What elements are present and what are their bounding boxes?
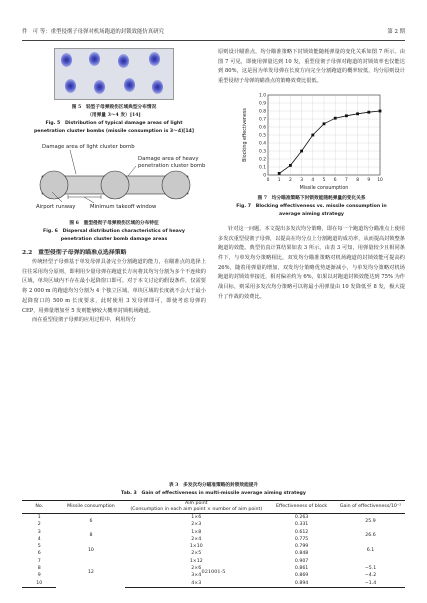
col-header-missile: Missile consumption: [56, 501, 125, 514]
aim-header-line1: Aim point: [184, 501, 208, 506]
cell-aim: 2×3: [191, 522, 202, 528]
cell-gain: −5.1: [364, 566, 377, 572]
x-tick-label: 5: [322, 177, 326, 183]
data-point: [323, 122, 326, 125]
y-tick-label: 0.9: [259, 101, 266, 107]
data-point: [300, 149, 303, 152]
cell-aim: 1×10: [189, 544, 203, 550]
x-tick-label: 9: [367, 177, 371, 183]
y-tick-label: 0.7: [259, 117, 266, 123]
cell-no: 4: [37, 536, 41, 542]
cell-missile: 8: [89, 533, 93, 539]
cell-aim: 2×6: [191, 566, 202, 572]
damage-blob: [94, 80, 105, 94]
cell-gain: 26.6: [365, 533, 376, 539]
series-line: [279, 111, 380, 173]
x-tick-label: 7: [345, 177, 348, 183]
paragraph: 原则设计瞄准点，均分瞄准策略下封锁效能随耗弹量的变化关系如图 7 所示。由图 7 可见，即使用弹量达到 10 发，重型侵彻子母弹对跑道的封锁效率也仅能达到 80%，这是因为单发母弹在长度方向完全分割跑道的概率较低，均分原则设计重型侵彻子母弹的瞄准点的策略效费比很低。: [218, 49, 405, 85]
cell-missile: 6: [89, 518, 93, 524]
left-column: [22, 48, 206, 326]
damage-blob: [89, 52, 100, 66]
left-body-text: [22, 258, 206, 326]
y-tick-label: 0.4: [259, 141, 266, 147]
cell-no: 6: [37, 551, 41, 557]
fig6-diagram: [22, 140, 206, 220]
cell-gain: [336, 558, 405, 565]
cell-eff: 0.612: [294, 529, 309, 535]
cell-no: 5: [37, 544, 41, 550]
fig5-caption-en-2: penetration cluster bombs (missile consumption is 3～4)[14]: [33, 129, 195, 134]
fig5-caption-zh-2: （用弹量 3～4 发）[14]: [87, 113, 141, 118]
fig7-chart: [236, 91, 405, 195]
heavy-damage-circle: [101, 171, 129, 199]
cell-no: 1: [37, 515, 41, 520]
label-runway: Airport runway: [36, 204, 76, 210]
label-heavy-damage-2: penetration cluster bomb: [138, 163, 206, 169]
cell-gain: 25.9: [365, 518, 376, 524]
table3-body: [22, 514, 405, 588]
cell-eff: 0.848: [294, 551, 309, 557]
right-body-text-bottom: [218, 225, 405, 303]
x-tick-label: 8: [356, 177, 359, 183]
cell-eff: 0.775: [294, 536, 309, 542]
cell-missile: 10: [87, 547, 94, 553]
cell-no: 8: [37, 566, 41, 572]
paragraph: 传统轻型子母弹基于单发母弹具备完全分割跑道的能力，在瞄准点的选择上往往采用均分原则，即利用少量母弹在跑道长方向将其均匀分割为多个不连续的区域，单块区域内不存在最小起降窗口即可。对于本文讨论的假设条件，仅需要将 2 000 m 的跑道均匀分割为 4 个独立区域，单块区域的长度就不会大于最小起降窗口的 500 m 长度要求，此时使用 3 发母弹即可，即使考虑母弹的 CEP，用弹量增加至 5 发则能够较大概率封锁机场跑道。: [22, 259, 206, 314]
fig6-caption-zh: 图 6 重型侵彻子母弹毁伤区域的分布特征: [69, 221, 159, 226]
y-tick-label: 0.1: [259, 165, 266, 171]
table-row: [22, 543, 405, 550]
cell-missile: 12: [87, 569, 94, 575]
data-point: [289, 164, 292, 167]
cell-no: 9: [37, 573, 41, 579]
y-tick-label: 0.6: [259, 125, 266, 131]
damage-blob: [149, 52, 160, 66]
table-row: [22, 514, 405, 522]
right-body-text-top: [218, 48, 405, 87]
y-tick-label: 0.8: [259, 109, 266, 115]
cell-eff: 0.907: [294, 558, 309, 564]
right-column: [218, 48, 405, 302]
label-light-damage: Damage area of light cluster bomb: [42, 144, 135, 150]
fig5-image: [54, 48, 174, 100]
heavy-damage-circle: [40, 171, 68, 199]
data-point: [367, 111, 370, 114]
heavy-damage-circle: [162, 171, 190, 199]
running-header: [22, 26, 405, 38]
data-point: [278, 172, 281, 175]
header-rule: [22, 40, 405, 41]
damage-blob: [152, 80, 163, 94]
cell-no: 2: [37, 522, 41, 528]
data-point: [311, 133, 314, 136]
fig5-caption-zh: 图 5 轻型子母弹毁伤区域典型分布情况: [71, 105, 157, 110]
y-tick-label: 1.0: [259, 93, 266, 99]
fig5-caption-en: Fig. 5 Distribution of typical damage areas of light: [45, 121, 183, 126]
fig6-caption-en: Fig. 6 Dispersal distribution characteristics of heavy: [43, 229, 185, 234]
col-header-no: No.: [22, 501, 56, 514]
x-tick-label: 1: [277, 177, 281, 183]
fig6-caption-en-2: penetration cluster bomb damage areas: [60, 237, 168, 242]
cell-no: 7: [37, 558, 41, 564]
x-axis-label: Missile consumption: [299, 185, 349, 191]
y-tick-label: 0.3: [259, 149, 266, 155]
data-point: [379, 109, 382, 112]
cell-aim: 2×4: [191, 536, 202, 542]
label-min-window: Minimum takeoff window: [90, 204, 157, 210]
y-tick-label: 0: [263, 173, 266, 179]
section-heading: 2.2 重型侵彻子母弹的瞄准点选择策略: [22, 249, 127, 256]
cell-eff: 0.861: [294, 566, 309, 572]
col-header-aim: [125, 501, 267, 514]
cell-aim: 4×3: [125, 580, 267, 588]
paragraph: 而在重型侵彻子母弹的应用过程中，利用均分: [32, 317, 136, 324]
cell-aim: 1×6: [191, 515, 202, 520]
cell-eff: 0.894: [267, 580, 336, 588]
y-tick-label: 0.5: [259, 133, 266, 139]
data-point: [334, 117, 337, 120]
fig7-caption-en: Fig. 7 Blocking effectiveness vs. missile consumption in: [236, 203, 387, 209]
table-row: [22, 558, 405, 565]
damage-blob: [118, 54, 129, 68]
y-axis-label: Blocking effectiveness: [243, 107, 248, 162]
x-tick-label: 4: [311, 177, 315, 183]
x-tick-label: 3: [300, 177, 303, 183]
cell-eff: 0.263: [294, 515, 309, 520]
y-tick-label: 0.2: [259, 157, 266, 163]
table3-caption-zh: 表 3 多发次均分瞄准策略的封锁效能提升: [168, 483, 259, 488]
header-issue: 第 2 期: [387, 29, 405, 35]
damage-blob: [61, 53, 72, 67]
header-title: 件 可 等：重型侵彻子母弹对机场跑道的封锁效能仿真研究: [22, 29, 164, 35]
x-tick-label: 10: [377, 177, 383, 183]
aim-header-line2: (Consumption in each aim point × number of aim point): [130, 507, 263, 512]
damage-blob: [65, 79, 76, 93]
cell-gain: 6.1: [366, 547, 375, 553]
x-tick-label: 0: [266, 177, 270, 183]
cell-gain: −1.4: [336, 580, 405, 588]
fig7-caption-en-2: average aiming strategy: [279, 211, 344, 217]
cell-eff: 0.331: [294, 522, 309, 528]
cell-no: 10: [22, 580, 56, 588]
data-point: [345, 114, 348, 117]
cell-aim: 3×4: [191, 573, 202, 579]
cell-eff: 0.799: [294, 544, 309, 550]
cell-aim: 2×5: [191, 551, 202, 557]
x-tick-label: 6: [333, 177, 337, 183]
data-point: [356, 112, 359, 115]
cell-gain: −4.2: [364, 573, 377, 579]
damage-blob: [124, 78, 135, 92]
col-header-eff: Effectiveness of block: [267, 501, 336, 514]
paragraph: 针对这一问题，本文提出多发次均分策略，即在每一个跑道均分瞄准点上使用多发次重型侵彻子母弹，以提高在均分点上分割跑道的成功率，从而提高封锁整条跑道的效能。典型仿真计算结果如表 3 所示。由表 3 可知，用弹量较少且相同条件下，与单发均分策略相比，双发均分瞄准策略对机场跑道的封锁效能可提高约 26%，随着用弹量的增加，双发均分策略优势逐渐减小，与单发均分策略对机场跑道的封锁效率接近，相对偏差约为 6%，如果以对跑道封锁效能达到 75% 为作战目标，则采用多发次均分策略可以将最小用弹量由 10 发降低至 8 发，极大提升了作战的效费比。: [218, 225, 405, 300]
cell-aim: 1×12: [189, 558, 203, 564]
cell-aim: 1×8: [191, 529, 202, 535]
fig7-caption-zh: 图 7 均分瞄准策略下封锁效能随耗弹量的变化关系: [257, 195, 366, 201]
x-tick-label: 2: [289, 177, 292, 183]
col-header-gain: Gain of effectiveness/10⁻²: [336, 501, 405, 514]
label-heavy-damage: Damage area of heavy: [138, 156, 199, 162]
table3-caption-en: Tab. 3 Gain of effectiveness in multi-missile average aiming strategy: [121, 491, 306, 496]
cell-eff: 0.869: [294, 573, 309, 579]
page-number: 021001-5: [201, 569, 226, 575]
table-row: [22, 529, 405, 536]
cell-no: 3: [37, 529, 41, 535]
